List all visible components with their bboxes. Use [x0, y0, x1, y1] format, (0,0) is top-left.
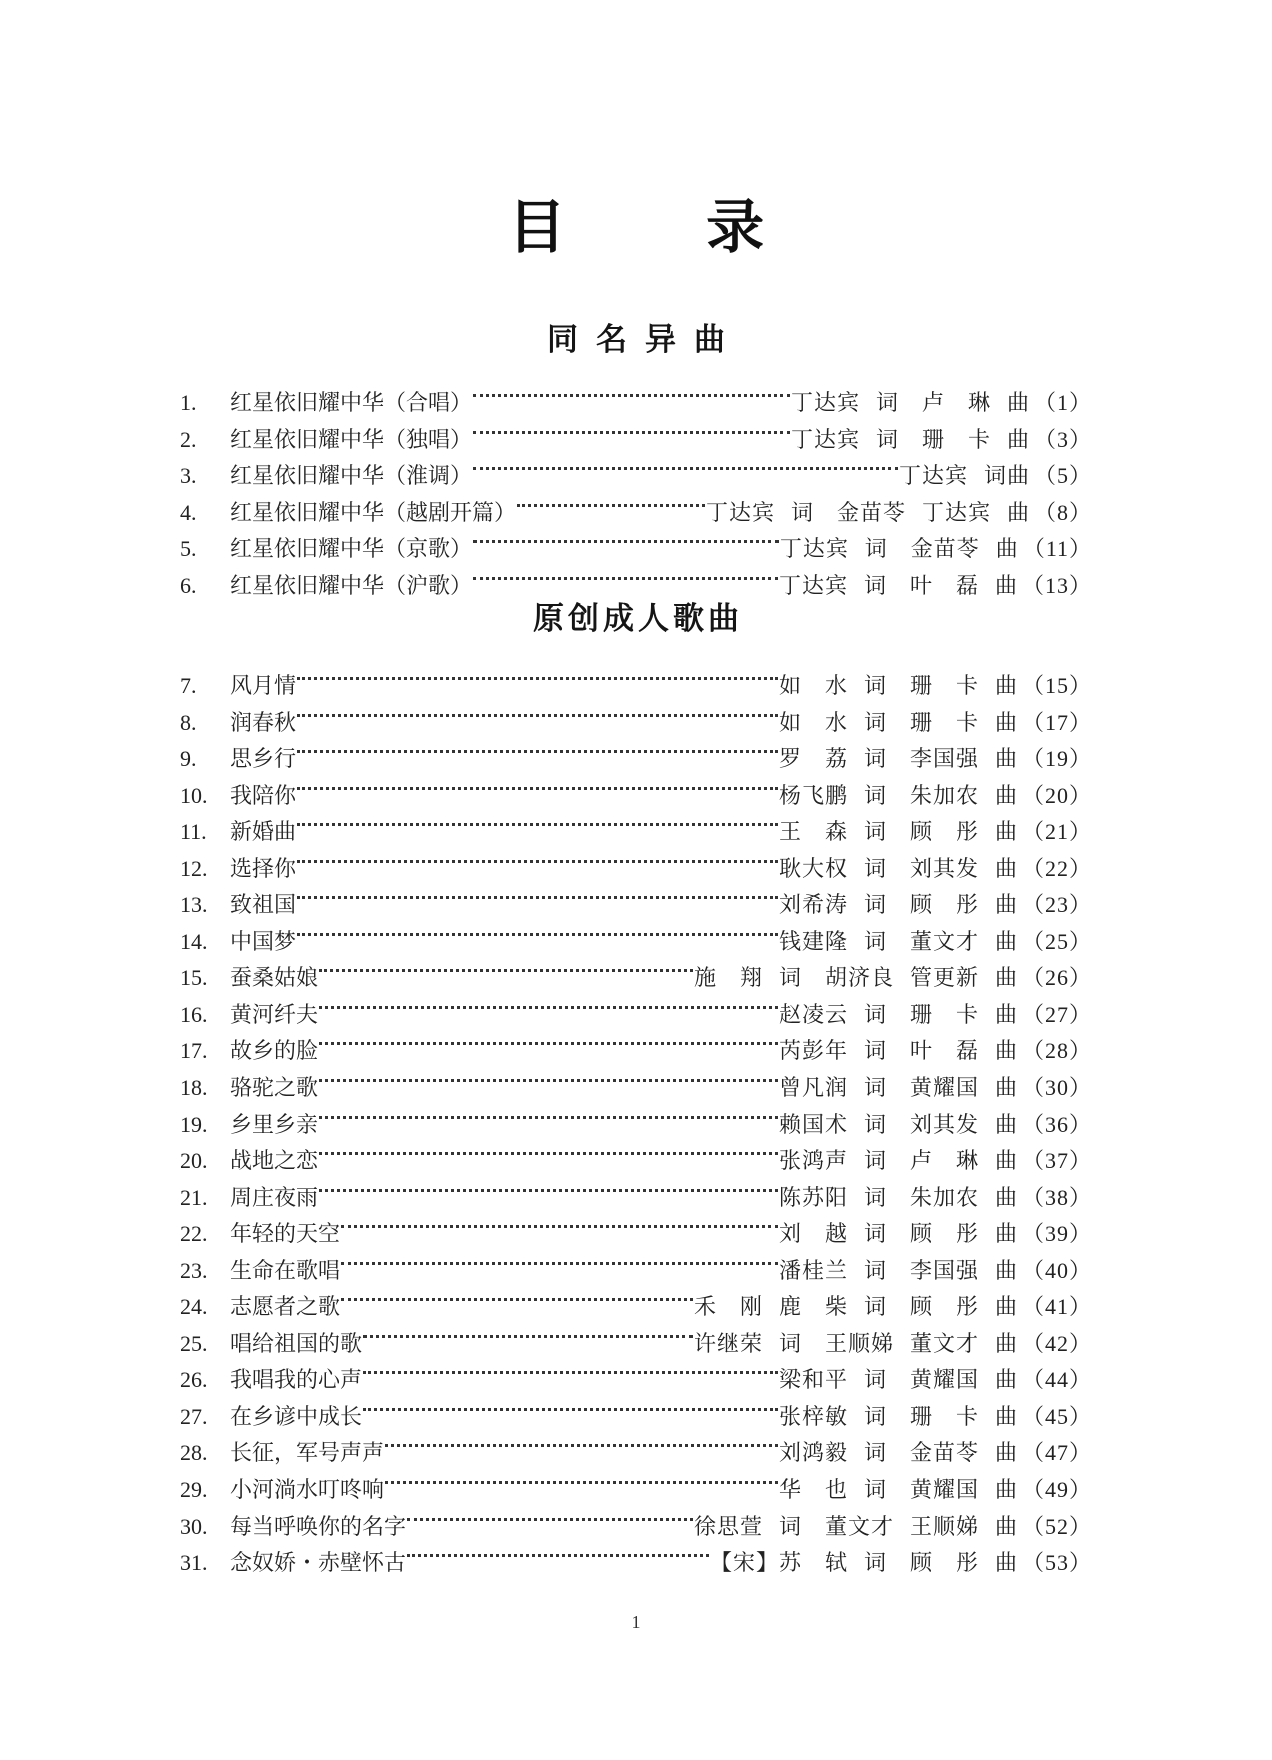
entry-page-ref: （5） [1033, 463, 1092, 489]
entry-credits: 徐思萱 词 董文才 王顺娣 曲 [694, 1514, 1018, 1540]
dot-leader [297, 730, 778, 766]
entry-title: 红星依旧耀中华（独唱） [230, 427, 473, 453]
entry-page-ref: （47） [1021, 1440, 1092, 1466]
entry-page-ref: （15） [1021, 673, 1092, 698]
entry-title: 长征，军号声声 [230, 1441, 385, 1467]
entry-number: 17. [180, 1038, 208, 1064]
entry-page-ref: （53） [1021, 1550, 1092, 1576]
dot-leader [297, 913, 778, 949]
entry-credits: 禾 刚 鹿 柴 词 顾 彤 曲 [694, 1295, 1018, 1321]
entry-number: 21. [180, 1184, 208, 1210]
entry-title: 致祖国 [230, 893, 297, 919]
entry-page-ref: （52） [1021, 1513, 1092, 1539]
entry-title: 黄河纤夫 [230, 1002, 319, 1028]
entry-page-ref: （1） [1033, 390, 1092, 415]
entry-title: 小河淌水叮咚响 [230, 1478, 385, 1504]
entry-title: 唱给祖国的歌 [230, 1331, 363, 1357]
entry-number: 14. [180, 928, 208, 954]
entry-credits: 刘希涛 词 顾 彤 曲 [778, 893, 1018, 919]
entry-credits: 陈苏阳 词 朱加农 曲 [778, 1185, 1018, 1211]
dot-leader [319, 1132, 778, 1168]
entry-credits: 耿大权 词 刘其发 曲 [778, 856, 1018, 882]
dot-leader [363, 1388, 778, 1424]
dot-leader [385, 1424, 778, 1460]
entry-credits: 赵凌云 词 珊 卡 曲 [778, 1002, 1018, 1028]
dot-leader [319, 986, 778, 1022]
entry-number: 27. [180, 1403, 208, 1429]
entry-credits: 张鸿声 词 卢 琳 曲 [778, 1149, 1018, 1175]
entry-credits: 钱建隆 词 董文才 曲 [778, 929, 1018, 955]
entry-page-ref: （36） [1021, 1111, 1092, 1137]
dot-leader [297, 803, 778, 839]
dot-leader [297, 767, 778, 803]
entry-title: 故乡的脸 [230, 1039, 319, 1065]
entry-page-ref: （26） [1021, 965, 1092, 991]
entry-title: 红星依旧耀中华（沪歌） [230, 573, 473, 599]
entry-credits: 王 森 词 顾 彤 曲 [778, 820, 1018, 846]
dot-leader [319, 1022, 778, 1058]
entry-number: 6. [180, 572, 197, 598]
dot-leader [407, 1534, 709, 1570]
dot-leader [319, 1096, 778, 1132]
entry-title: 红星依旧耀中华（合唱） [230, 391, 473, 416]
entry-credits: 芮彭年 词 叶 磊 曲 [778, 1039, 1018, 1065]
entry-number: 15. [180, 965, 208, 991]
dot-leader [297, 840, 778, 876]
entry-title: 乡里乡亲 [230, 1112, 319, 1138]
entry-title: 在乡谚中成长 [230, 1404, 363, 1430]
entry-credits: 丁达宾 词 金苗苓 曲 [779, 537, 1019, 563]
entry-title: 我唱我的心声 [230, 1368, 363, 1394]
entry-page-ref: （3） [1033, 426, 1092, 452]
entry-page-ref: （44） [1021, 1367, 1092, 1393]
entry-number: 11. [180, 819, 207, 845]
dot-leader [341, 1242, 778, 1278]
toc-list-section-1 [180, 374, 1092, 599]
dot-leader [341, 1278, 693, 1314]
dot-leader [473, 374, 790, 410]
dot-leader [473, 411, 790, 447]
dot-leader [473, 520, 779, 556]
entry-number: 31. [180, 1550, 208, 1576]
entry-number: 5. [180, 536, 197, 562]
entry-credits: 梁和平 词 黄耀国 曲 [778, 1368, 1018, 1394]
entry-page-ref: （13） [1021, 572, 1092, 598]
entry-number: 24. [180, 1294, 208, 1320]
entry-title: 念奴娇・赤壁怀古 [230, 1551, 407, 1577]
entry-number: 26. [180, 1367, 208, 1393]
entry-credits: 张梓敏 词 珊 卡 曲 [778, 1404, 1018, 1430]
dot-leader [473, 447, 898, 483]
entry-title: 中国梦 [230, 929, 297, 955]
entry-page-ref: （37） [1021, 1148, 1092, 1174]
entry-title: 每当呼唤你的名字 [230, 1514, 407, 1540]
entry-credits: 罗 荔 词 李国强 曲 [778, 747, 1018, 773]
entry-credits: 刘 越 词 顾 彤 曲 [778, 1222, 1018, 1248]
entry-title: 生命在歌唱 [230, 1258, 341, 1284]
dot-leader [363, 1351, 778, 1387]
dot-leader [473, 557, 778, 593]
entry-credits: 【宋】苏 轼 词 顾 彤 曲 [709, 1551, 1018, 1577]
entry-number: 7. [180, 673, 197, 698]
dot-leader [341, 1205, 778, 1241]
entry-page-ref: （11） [1022, 536, 1092, 562]
section-heading-same-name-different-songs: 同名异曲 [547, 322, 743, 358]
entry-credits: 曾凡润 词 黄耀国 曲 [778, 1076, 1018, 1102]
entry-page-ref: （20） [1021, 782, 1092, 808]
entry-page-ref: （25） [1021, 928, 1092, 954]
entry-page-ref: （38） [1021, 1184, 1092, 1210]
entry-title: 选择你 [230, 856, 297, 882]
entry-title: 志愿者之歌 [230, 1295, 341, 1321]
entry-page-ref: （17） [1021, 709, 1092, 735]
entry-page-ref: （8） [1033, 499, 1092, 525]
entry-credits: 如 水 词 珊 卡 曲 [778, 674, 1018, 699]
entry-number: 13. [180, 892, 208, 918]
entry-number: 30. [180, 1513, 208, 1539]
entry-title: 我陪你 [230, 783, 297, 809]
dot-leader [297, 657, 778, 693]
dot-leader [319, 1059, 778, 1095]
entry-page-ref: （30） [1021, 1075, 1092, 1101]
entry-number: 22. [180, 1221, 208, 1247]
entry-title: 蚕桑姑娘 [230, 966, 319, 992]
entry-title: 战地之恋 [230, 1149, 319, 1175]
entry-number: 28. [180, 1440, 208, 1466]
entry-credits: 刘鸿毅 词 金苗苓 曲 [778, 1441, 1018, 1467]
entry-page-ref: （39） [1021, 1221, 1092, 1247]
entry-number: 20. [180, 1148, 208, 1174]
dot-leader [297, 694, 778, 730]
entry-title: 思乡行 [230, 747, 297, 773]
entry-page-ref: （42） [1021, 1330, 1092, 1356]
entry-title: 风月情 [230, 674, 297, 699]
entry-page-ref: （45） [1021, 1403, 1092, 1429]
entry-page-ref: （28） [1021, 1038, 1092, 1064]
entry-credits: 丁达宾 词 珊 卡 曲 [790, 427, 1030, 453]
dot-leader [517, 484, 705, 520]
entry-credits: 丁达宾 词 金苗苓 丁达宾 曲 [706, 500, 1030, 526]
entry-number: 12. [180, 855, 208, 881]
dot-leader [385, 1461, 778, 1497]
entry-credits: 施 翔 词 胡济良 管更新 曲 [694, 966, 1018, 992]
entry-number: 4. [180, 499, 197, 525]
entry-number: 8. [180, 709, 197, 735]
entry-title: 骆驼之歌 [230, 1076, 319, 1102]
entry-page-ref: （27） [1021, 1001, 1092, 1027]
entry-credits: 丁达宾 词曲 [898, 464, 1030, 490]
toc-list-section-2 [180, 657, 1092, 1577]
entry-number: 25. [180, 1330, 208, 1356]
entry-credits: 潘桂兰 词 李国强 曲 [778, 1258, 1018, 1284]
entry-title: 红星依旧耀中华（越剧开篇） [230, 500, 517, 526]
entry-credits: 许继荣 词 王顺娣 董文才 曲 [694, 1331, 1018, 1357]
entry-title: 红星依旧耀中华（淮调） [230, 464, 473, 490]
entry-credits: 丁达宾 词 卢 琳 曲 [790, 391, 1030, 416]
entry-number: 2. [180, 426, 197, 452]
entry-number: 23. [180, 1257, 208, 1283]
dot-leader [363, 1315, 693, 1351]
dot-leader [297, 876, 778, 912]
entry-page-ref: （49） [1021, 1477, 1092, 1503]
entry-credits: 杨飞鹏 词 朱加农 曲 [778, 783, 1018, 809]
entry-number: 10. [180, 782, 208, 808]
entry-title: 年轻的天空 [230, 1222, 341, 1248]
entry-page-ref: （22） [1021, 855, 1092, 881]
entry-page-ref: （40） [1021, 1257, 1092, 1283]
entry-number: 3. [180, 463, 197, 489]
entry-page-ref: （41） [1021, 1294, 1092, 1320]
entry-number: 16. [180, 1001, 208, 1027]
entry-number: 19. [180, 1111, 208, 1137]
entry-credits: 华 也 词 黄耀国 曲 [778, 1478, 1018, 1504]
toc-entry[interactable] [180, 374, 1092, 416]
entry-number: 18. [180, 1075, 208, 1101]
entry-credits: 如 水 词 珊 卡 曲 [778, 710, 1018, 736]
entry-page-ref: （21） [1021, 819, 1092, 845]
entry-title: 新婚曲 [230, 820, 297, 846]
entry-title: 周庄夜雨 [230, 1185, 319, 1211]
entry-title: 润春秋 [230, 710, 297, 736]
entry-credits: 赖国术 词 刘其发 曲 [778, 1112, 1018, 1138]
entry-page-ref: （23） [1021, 892, 1092, 918]
dot-leader [407, 1498, 693, 1534]
toc-entry[interactable] [180, 657, 1092, 699]
section-heading-original-adult-songs: 原创成人歌曲 [533, 601, 743, 637]
dot-leader [319, 949, 693, 985]
page-number: 1 [631, 1612, 641, 1632]
entry-number: 29. [180, 1477, 208, 1503]
entry-credits: 丁达宾 词 叶 磊 曲 [778, 573, 1018, 599]
page-title: 目 录 [507, 193, 825, 261]
entry-number: 1. [180, 390, 197, 415]
entry-number: 9. [180, 746, 197, 772]
entry-page-ref: （19） [1021, 746, 1092, 772]
dot-leader [319, 1169, 778, 1205]
entry-title: 红星依旧耀中华（京歌） [230, 537, 473, 563]
